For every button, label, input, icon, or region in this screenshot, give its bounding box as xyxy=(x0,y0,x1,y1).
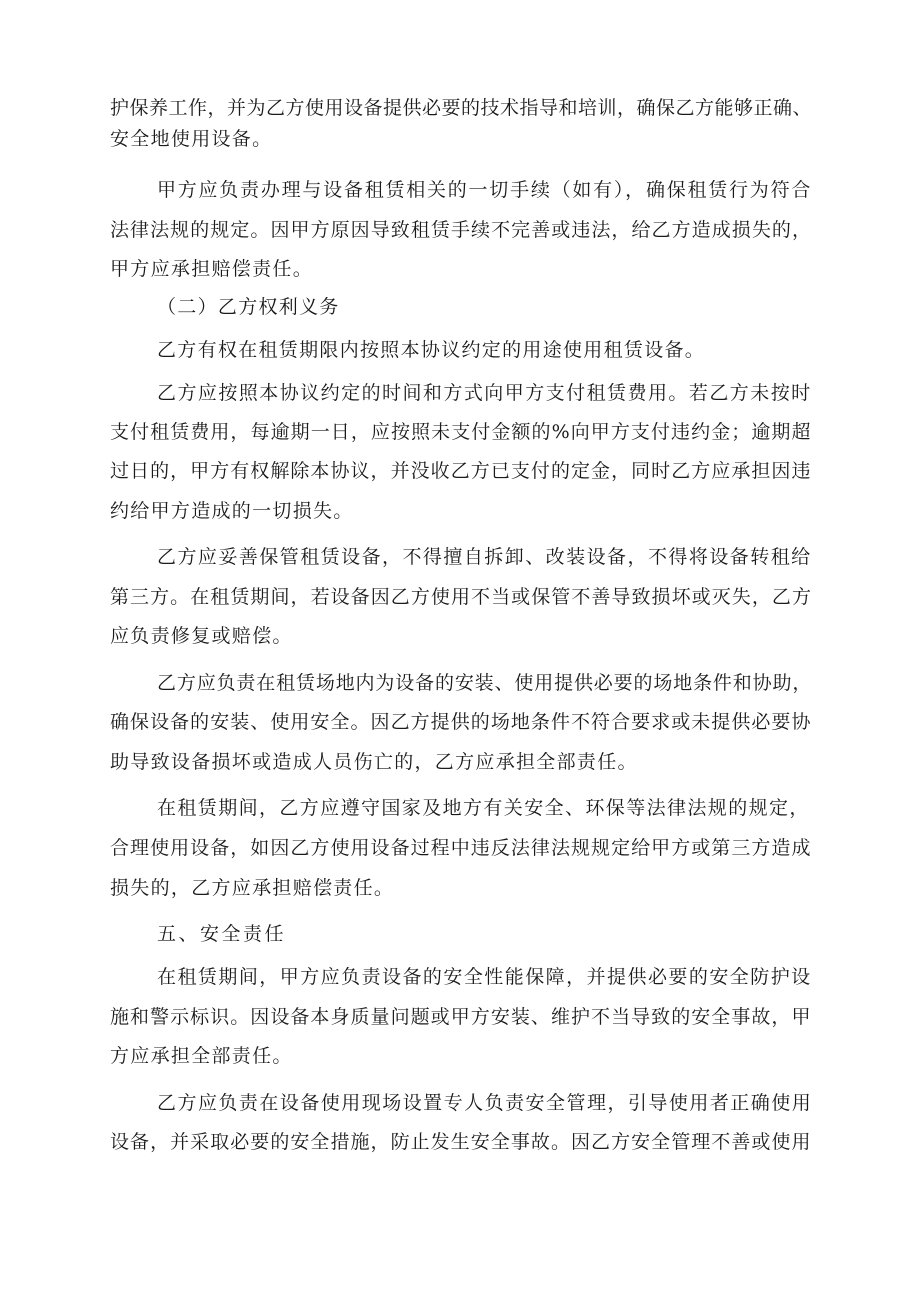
text-line: 助导致设备损坏或造成人员伤亡的，乙方应承担全部责任。 xyxy=(110,751,638,773)
text-line: 法律法规的规定。因甲方原因导致租赁手续不完善或违法，给乙方造成损失的， xyxy=(110,219,813,241)
text-line: 第三方。在租赁期间，若设备因乙方使用不当或保管不善导致损坏或灭失，乙方 xyxy=(110,586,813,608)
text-line: 安全地使用设备。 xyxy=(110,128,273,150)
text-line: 乙方应按照本协议约定的时间和方式向甲方支付租赁费用。若乙方未按时 xyxy=(157,382,812,404)
text-line: 护保养工作，并为乙方使用设备提供必要的技术指导和培训，确保乙方能够正确、 xyxy=(110,97,813,119)
text-line: 设备，并采取必要的安全措施，防止发生安全事故。因乙方安全管理不善或使用 xyxy=(110,1131,812,1153)
text-line: 过日的，甲方有权解除本协议，并没收乙方已支付的定金，同时乙方应承担因违 xyxy=(110,460,812,482)
text-line: 甲方应负责办理与设备租赁相关的一切手续（如有），确保租赁行为符合 xyxy=(157,179,813,201)
text-line: 施和警示标识。因设备本身质量问题或甲方安装、维护不当导致的安全事故，甲 xyxy=(110,1006,812,1028)
section-heading: 五、安全责任 xyxy=(157,923,287,945)
text-line: 应负责修复或赔偿。 xyxy=(110,625,293,647)
text-line: 确保设备的安装、使用安全。因乙方提供的场地条件不符合要求或未提供必要协 xyxy=(110,711,812,733)
text-line: 损失的，乙方应承担赔偿责任。 xyxy=(110,877,395,899)
text-line: 方应承担全部责任。 xyxy=(110,1045,293,1067)
text-line: 乙方应妥善保管租赁设备，不得擅自拆卸、改装设备，不得将设备转租给 xyxy=(157,546,812,568)
text-line: 在租赁期间，乙方应遵守国家及地方有关安全、环保等法律法规的规定， xyxy=(157,797,810,819)
text-line: 乙方应负责在租赁场地内为设备的安装、使用提供必要的场地条件和协助， xyxy=(157,672,813,694)
text-line: 在租赁期间，甲方应负责设备的安全性能保障，并提供必要的安全防护设 xyxy=(157,966,812,988)
text-line: 甲方应承担赔偿责任。 xyxy=(110,258,314,280)
text-line: 合理使用设备，如因乙方使用设备过程中违反法律法规规定给甲方或第三方造成 xyxy=(110,837,812,859)
text-line: 乙方应负责在设备使用现场设置专人负责安全管理，引导使用者正确使用 xyxy=(157,1092,813,1114)
text-line: 约给甲方造成的一切损失。 xyxy=(110,500,354,522)
text-line: 支付租赁费用，每逾期一日，应按照未支付金额的%向甲方支付违约金；逾期超 xyxy=(110,421,812,443)
section-heading: （二）乙方权利义务 xyxy=(157,296,340,318)
text-line: 乙方有权在租赁期限内按照本协议约定的用途使用租赁设备。 xyxy=(157,339,706,361)
